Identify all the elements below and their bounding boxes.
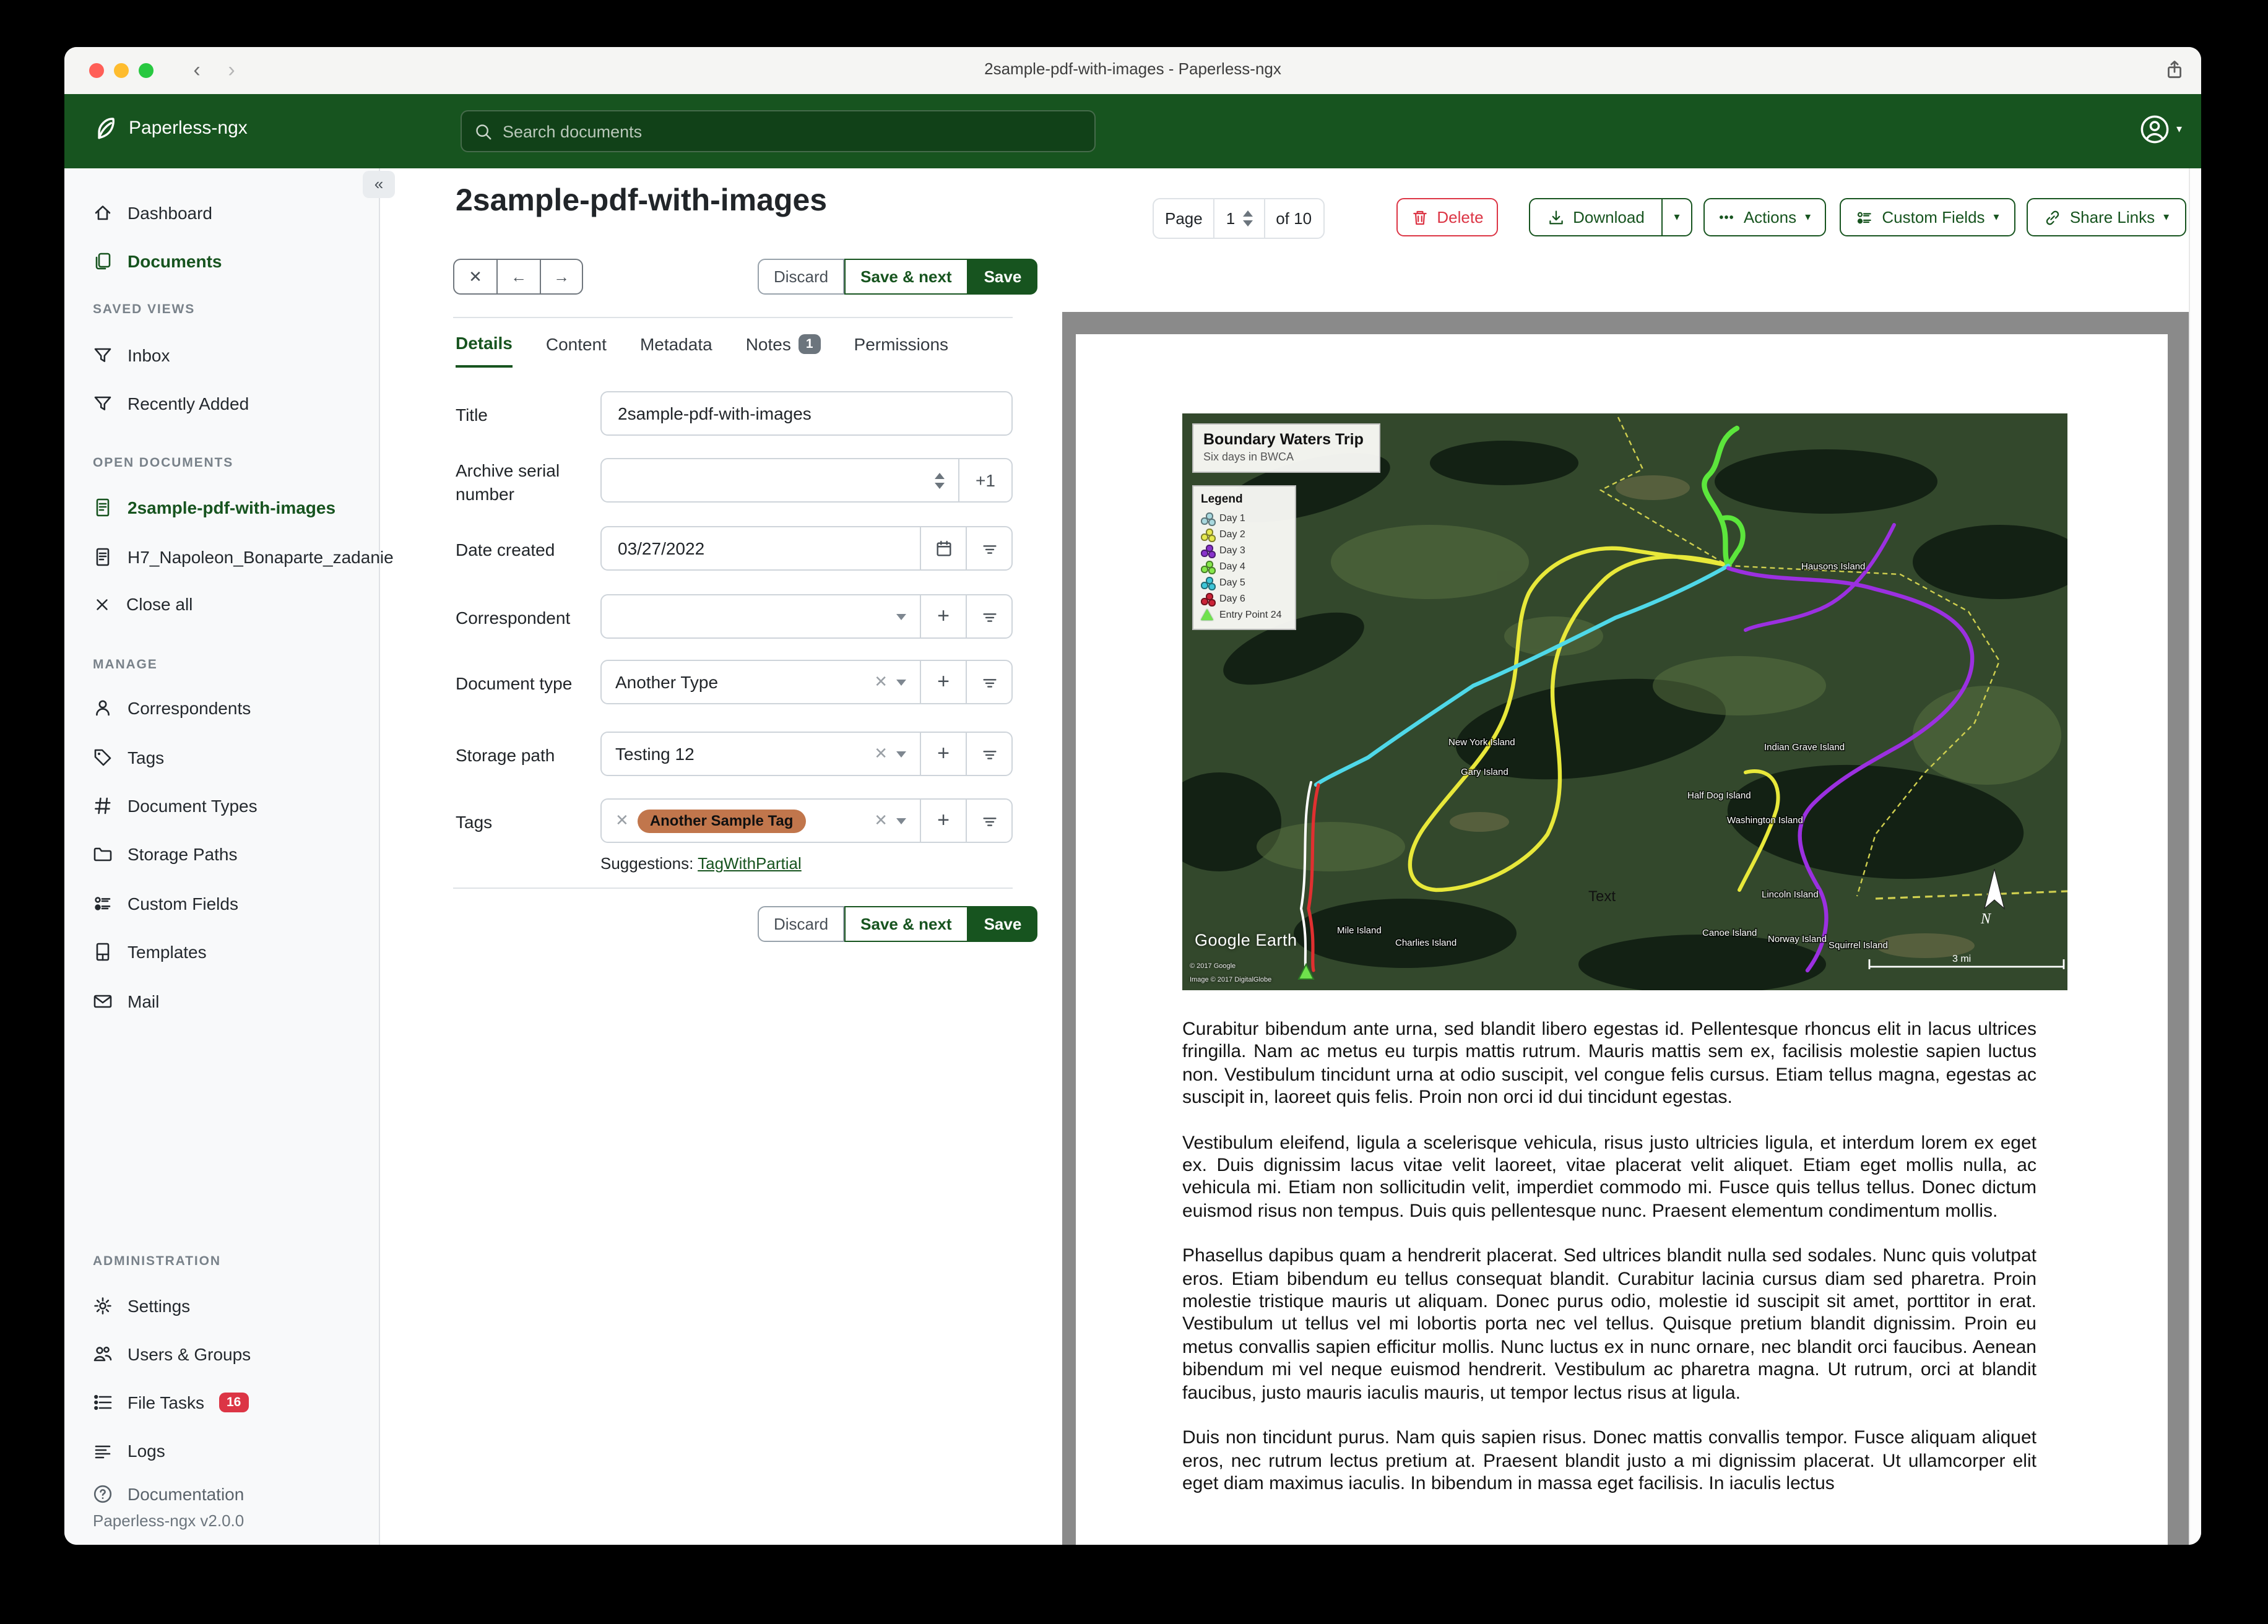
window-title: 2sample-pdf-with-images - Paperless-ngx <box>984 59 1281 78</box>
page-title: 2sample-pdf-with-images <box>456 183 828 218</box>
tab-permissions[interactable]: Permissions <box>854 334 949 354</box>
sidebar-item-templates[interactable] <box>64 936 380 968</box>
notes-count-badge: 1 <box>799 334 821 354</box>
chevron-down-icon <box>896 751 906 757</box>
preview-scrollbar[interactable] <box>2189 168 2201 1545</box>
download-button[interactable] <box>1529 198 1663 236</box>
share-links-button-label: Share Links <box>2069 208 2155 227</box>
person-icon <box>93 698 113 718</box>
document-nav-group <box>453 259 583 295</box>
document-type-field <box>600 660 1013 704</box>
chevron-down-icon <box>896 818 906 824</box>
pdf-paragraph: Vestibulum eleifend, ligula a scelerisque vehicula, risus justo ultricies ligula, et interdum lorem ex eget ex. Duis dignissim lacus vitae velit laoreet, vitae placerat velit aliquet. Etiam eget mollis nulla, ac vehicula mi. Etiam non sollicitudin velit, imperdiet commodo mi. Fusce quis tellus tellus. Donec dictum euismod risus non tempus. Duis quis pellentesque nunc. Praesent elementum condimentum mollis. <box>1182 1132 2036 1222</box>
page-number-value: 1 <box>1226 209 1236 228</box>
legend-item: Day 5 <box>1201 574 1288 590</box>
legend-item: Day 1 <box>1201 510 1288 526</box>
page-number-stepper[interactable] <box>1242 210 1252 227</box>
sidebar-item-label: Inbox <box>128 345 170 365</box>
filter-icon <box>93 394 113 413</box>
add-storage-path-button[interactable]: + <box>920 733 966 775</box>
sidebar-item-label: Recently Added <box>128 394 249 413</box>
save-and-next-button[interactable]: Save & next <box>844 259 967 295</box>
next-document-button[interactable]: → <box>540 259 583 295</box>
tag-suggestions <box>600 854 802 873</box>
sidebar-item-mail[interactable] <box>64 985 380 1017</box>
tab-details[interactable]: Details <box>456 333 513 368</box>
asn-stepper[interactable] <box>935 472 945 488</box>
day2-marker-icon <box>1201 529 1213 540</box>
map-island-label: Gary Island <box>1461 767 1508 777</box>
map-island-label: Mile Island <box>1337 925 1382 936</box>
filter-icon <box>93 345 113 365</box>
gear-icon <box>93 1296 113 1316</box>
share-links-button[interactable]: Share Links ▾ <box>2027 198 2186 236</box>
sidebar-item-label: Correspondents <box>128 698 251 718</box>
asn-field-label: Archive serial number <box>456 460 560 504</box>
custom-fields-button-label: Custom Fields <box>1882 208 1985 227</box>
tags-filter-button[interactable] <box>966 800 1011 842</box>
sidebar-item-label: Logs <box>128 1441 165 1461</box>
filter-lines-icon <box>980 811 998 830</box>
legend-title: Legend <box>1201 493 1243 506</box>
storage-path-filter-button[interactable] <box>966 733 1011 775</box>
day3-marker-icon <box>1201 545 1213 556</box>
sidebar-item-label: Settings <box>128 1296 191 1316</box>
sidebar-item-tags[interactable] <box>64 741 380 774</box>
clear-icon[interactable]: ✕ <box>874 811 888 829</box>
sidebar-item-label: H7_Napoleon_Bonaparte_zadanie <box>128 547 394 567</box>
calendar-icon <box>934 539 953 558</box>
sidebar-item-label: 2sample-pdf-with-images <box>128 498 336 517</box>
document-type-filter-button[interactable] <box>966 661 1011 703</box>
close-document-button[interactable]: ✕ <box>453 259 496 295</box>
sidebar-item-custom-fields[interactable] <box>64 888 380 920</box>
map-island-label: Norway Island <box>1768 934 1827 944</box>
paperless-logo-icon <box>92 115 118 141</box>
previous-document-button[interactable]: ← <box>496 259 540 295</box>
sidebar-item-label: Document Types <box>128 796 258 816</box>
home-icon <box>93 203 113 223</box>
sidebar-section-manage: MANAGE <box>93 657 158 672</box>
discard-button[interactable]: Discard <box>758 906 844 942</box>
date-created-label: Date created <box>456 540 555 559</box>
page-count-label: of 10 <box>1276 209 1312 228</box>
google-earth-logo: Google Earth <box>1195 931 1297 949</box>
legend-item: Day 3 <box>1201 542 1288 558</box>
date-picker-button[interactable] <box>920 527 966 569</box>
storage-path-field <box>600 732 1013 776</box>
trash-icon <box>1411 209 1428 226</box>
titlebar <box>64 47 2201 95</box>
close-icon <box>93 595 111 613</box>
tag-chip[interactable]: Another Sample Tag <box>638 809 806 832</box>
clear-icon[interactable]: ✕ <box>874 744 888 762</box>
storage-path-label: Storage path <box>456 745 555 765</box>
map-island-label: Half Dog Island <box>1687 790 1751 801</box>
map-island-label: Lincoln Island <box>1762 889 1819 900</box>
actions-button[interactable]: Actions ▾ <box>1703 198 1826 236</box>
sidebar-item-close-all[interactable] <box>64 588 380 620</box>
divider <box>453 317 1013 318</box>
map-copyright: © 2017 Google <box>1190 963 1236 970</box>
editor-tabs <box>456 333 948 368</box>
search-input[interactable] <box>461 110 1096 152</box>
sidebar-item-label: Close all <box>126 594 193 614</box>
map-text-annotation: Text <box>1588 888 1616 905</box>
discard-button[interactable]: Discard <box>758 259 844 295</box>
user-menu[interactable] <box>2139 114 2182 145</box>
sidebar-item-settings[interactable] <box>64 1290 380 1322</box>
app-brand-label: Paperless-ngx <box>129 118 248 139</box>
sidebar-item-documents[interactable] <box>64 245 380 277</box>
compass-n-label: N <box>1981 911 1991 927</box>
users-icon <box>93 1344 113 1364</box>
sidebar-item-label: Mail <box>128 991 160 1011</box>
pdf-body-text <box>1182 1019 2036 1518</box>
documents-icon <box>93 251 113 271</box>
correspondent-filter-button[interactable] <box>966 595 1011 637</box>
tags-field <box>600 798 1013 843</box>
page-number-input[interactable] <box>1214 199 1265 238</box>
sidebar-section-open-documents: OPEN DOCUMENTS <box>93 456 234 470</box>
custom-fields-icon <box>93 894 113 914</box>
asn-field <box>600 458 1013 503</box>
tab-metadata[interactable]: Metadata <box>639 334 712 354</box>
tags-select[interactable] <box>602 800 920 842</box>
document-type-label: Document type <box>456 673 573 693</box>
document-icon <box>93 547 113 567</box>
mail-icon <box>93 991 113 1011</box>
day4-marker-icon <box>1201 561 1213 572</box>
delete-button[interactable] <box>1396 198 1498 236</box>
sidebar-collapse-button[interactable]: « <box>363 171 395 198</box>
sidebar-item-label: Storage Paths <box>128 844 238 864</box>
document-icon <box>93 498 113 517</box>
pdf-page <box>1076 334 2168 1545</box>
add-correspondent-button[interactable]: + <box>920 595 966 637</box>
map-legend <box>1192 485 1296 630</box>
sidebar-item-users-groups[interactable] <box>64 1338 380 1370</box>
legend-item: Day 2 <box>1201 526 1288 542</box>
sidebar-item-storage-paths[interactable] <box>64 838 380 870</box>
sidebar-item-logs[interactable] <box>64 1435 380 1467</box>
sidebar-item-dashboard[interactable] <box>64 197 380 229</box>
link-icon <box>2044 209 2061 226</box>
map-island-label: Indian Grave Island <box>1764 742 1845 753</box>
entry-point-icon <box>1201 609 1213 620</box>
legend-item: Day 4 <box>1201 558 1288 574</box>
file-tasks-count-badge: 16 <box>219 1393 248 1412</box>
sidebar-section-administration: ADMINISTRATION <box>93 1254 221 1269</box>
page-label: Page <box>1165 209 1203 228</box>
task-list-icon <box>93 1393 113 1412</box>
pdf-paragraph: Phasellus dapibus quam a hendrerit placerat. Sed ultrices blandit nulla sed sodales. Nunc quis volutpat eros. Etiam bibendum eu tellus consequat blandit. Curabitur lacinia cursus diam sed pharetra. Proin molestie tristique mauris ut aliquam. Donec purus odio, molestie id suscipit sit amet, porttitor in erat. Vestibulum ut tellus vel mi lobortis porta nec vel tellus. Quisque pretium blandit dignissim. Proin eu metus convallis sapien efficitur mollis. Nunc luctus ex in nunc ornare, nec blandit orci faucibus. Aenean bibendum mi vel neque euismod hendrerit. Vestibulum ac pharetra magna. Ut rutrum, orci at blandit faucibus, justo mauris iaculis mauris, ut tempor lectus risus at ligula. <box>1182 1245 2036 1404</box>
tab-content[interactable]: Content <box>545 334 607 354</box>
filter-lines-icon <box>980 539 998 558</box>
legend-item: Day 6 <box>1201 590 1288 607</box>
hash-icon <box>93 796 113 816</box>
save-group-bottom <box>758 906 1037 942</box>
correspondent-field <box>600 594 1013 639</box>
sidebar-item-open-doc-1[interactable] <box>64 491 380 524</box>
sidebar-item-label: Users & Groups <box>128 1344 251 1364</box>
add-tag-button[interactable]: + <box>920 800 966 842</box>
day5-marker-icon <box>1201 577 1213 588</box>
actions-button-label: Actions <box>1743 208 1797 227</box>
map-graphic <box>1182 413 2067 990</box>
map-subtitle: Six days in BWCA <box>1203 451 1294 463</box>
download-options-button[interactable]: ▾ <box>1663 198 1692 236</box>
map-island-label: New York Island <box>1448 737 1515 748</box>
remove-tag-icon[interactable]: ✕ <box>615 811 629 829</box>
sidebar-item-label: Documents <box>128 251 222 271</box>
logs-icon <box>93 1441 113 1461</box>
legend-item: Entry Point 24 <box>1201 607 1288 623</box>
download-icon <box>1547 209 1564 226</box>
date-created-input[interactable] <box>615 537 906 559</box>
pdf-paragraph: Duis non tincidunt purus. Nam quis sapien risus. Donec mattis convallis tempor. Fusce aliquam aliquet eros, nec rutrum lectus pretium at. Praesent blandit justo a mi dignissim placerat. Ut ullamcorper elit eget diam maximus iaculis. In bibendum in massa eget facilisis. In iaculis lectus <box>1182 1427 2036 1494</box>
sidebar-item-label: Documentation <box>128 1484 245 1504</box>
folder-icon <box>93 844 113 864</box>
map-island-label: Charlies Island <box>1395 938 1457 948</box>
tag-icon <box>93 748 113 767</box>
map-island-label: Canoe Island <box>1702 928 1757 938</box>
ellipsis-icon <box>1719 209 1735 225</box>
title-field-label: Title <box>456 405 488 425</box>
sidebar-item-correspondents[interactable] <box>64 692 380 724</box>
sidebar-item-documentation[interactable] <box>64 1478 380 1510</box>
sidebar-item-recently-added[interactable] <box>64 387 380 420</box>
filter-lines-icon <box>980 745 998 763</box>
filter-lines-icon <box>980 607 998 626</box>
storage-path-select[interactable] <box>602 733 920 775</box>
download-button-label: Download <box>1573 208 1645 227</box>
clear-icon[interactable]: ✕ <box>874 672 888 691</box>
asn-plus-one-button[interactable]: +1 <box>958 459 1011 501</box>
app-brand[interactable] <box>92 115 248 141</box>
custom-fields-button[interactable]: Custom Fields ▾ <box>1840 198 2015 236</box>
map-image <box>1182 413 2067 990</box>
date-created-field <box>600 526 1013 571</box>
chevron-down-icon <box>896 679 906 685</box>
storage-path-value: Testing 12 <box>615 744 695 764</box>
help-icon <box>93 1484 113 1504</box>
chevron-down-icon: ▾ <box>2176 123 2183 135</box>
correspondent-select[interactable] <box>602 595 920 637</box>
sidebar-item-file-tasks[interactable] <box>64 1386 380 1419</box>
save-button[interactable]: Save <box>968 906 1038 942</box>
day1-marker-icon <box>1201 512 1213 524</box>
chevron-down-icon <box>896 613 906 620</box>
template-icon <box>93 942 113 962</box>
pdf-paragraph: Curabitur bibendum ante urna, sed blandit libero egestas id. Pellentesque rhoncus elit in lacus ultrices fringilla. Nam ac metus eu turpis mattis rutrum. Mauris mattis sem ex, facilisis molestie sapien luctus non. Vestibulum tincidunt urna at odio suscipit, vel congue felis cursus. Etiam tellus magna, egestas ac suscipit in, laoreet quis felis. Proin non orci id dui tincidunt egestas. <box>1182 1019 2036 1108</box>
tab-notes[interactable]: Notes 1 <box>746 333 821 368</box>
map-copyright: Image © 2017 DigitalGlobe <box>1190 977 1272 984</box>
day6-marker-icon <box>1201 593 1213 604</box>
divider <box>453 888 1013 889</box>
map-title: Boundary Waters Trip <box>1203 431 1364 448</box>
save-button[interactable]: Save <box>968 259 1038 295</box>
document-type-select[interactable] <box>602 661 920 703</box>
map-island-label: Washington Island <box>1727 815 1803 826</box>
sidebar-section-saved-views: SAVED VIEWS <box>93 302 196 317</box>
sidebar-item-label: Tags <box>128 748 165 767</box>
asn-input[interactable] <box>602 459 958 501</box>
delete-button-label: Delete <box>1437 208 1484 227</box>
document-type-value: Another Type <box>615 672 719 692</box>
download-split-button <box>1529 198 1692 236</box>
map-island-label: Hausons Island <box>1801 561 1866 572</box>
sidebar-item-label: Dashboard <box>128 203 212 223</box>
correspondent-label: Correspondent <box>456 608 571 628</box>
save-group-top <box>758 259 1037 295</box>
search-icon <box>474 122 493 140</box>
filter-lines-icon <box>980 673 998 691</box>
browser-back-button[interactable]: ‹ <box>193 58 201 82</box>
app-navbar <box>64 94 2201 168</box>
sidebar <box>64 168 394 1545</box>
tags-label: Tags <box>456 812 493 832</box>
sidebar-item-label: Custom Fields <box>128 894 238 914</box>
map-island-label: Squirrel Island <box>1829 940 1888 951</box>
sidebar-item-label: Templates <box>128 942 207 962</box>
sidebar-item-open-doc-2[interactable] <box>64 541 394 573</box>
sidebar-item-inbox[interactable] <box>64 339 380 371</box>
search-placeholder: Search documents <box>503 122 643 140</box>
date-filter-button[interactable] <box>966 527 1011 569</box>
app-version: Paperless-ngx v2.0.0 <box>93 1511 245 1530</box>
share-icon[interactable] <box>2164 59 2185 80</box>
suggestions-label: Suggestions: <box>600 854 694 873</box>
browser-window <box>64 47 2201 1545</box>
browser-forward-button[interactable]: › <box>228 58 235 82</box>
sidebar-item-document-types[interactable] <box>64 790 380 822</box>
title-field <box>600 391 1013 436</box>
save-and-next-button[interactable]: Save & next <box>844 906 967 942</box>
page-navigation <box>1153 198 1324 239</box>
sidebar-item-label: File Tasks <box>128 1393 204 1412</box>
custom-fields-icon <box>1856 209 1873 226</box>
map-title-box <box>1192 423 1380 473</box>
add-document-type-button[interactable]: + <box>920 661 966 703</box>
tag-suggestion-link[interactable]: TagWithPartial <box>698 854 802 873</box>
title-input[interactable] <box>615 402 998 425</box>
scale-label: 3 mi <box>1952 954 1972 964</box>
avatar-icon <box>2139 114 2170 145</box>
